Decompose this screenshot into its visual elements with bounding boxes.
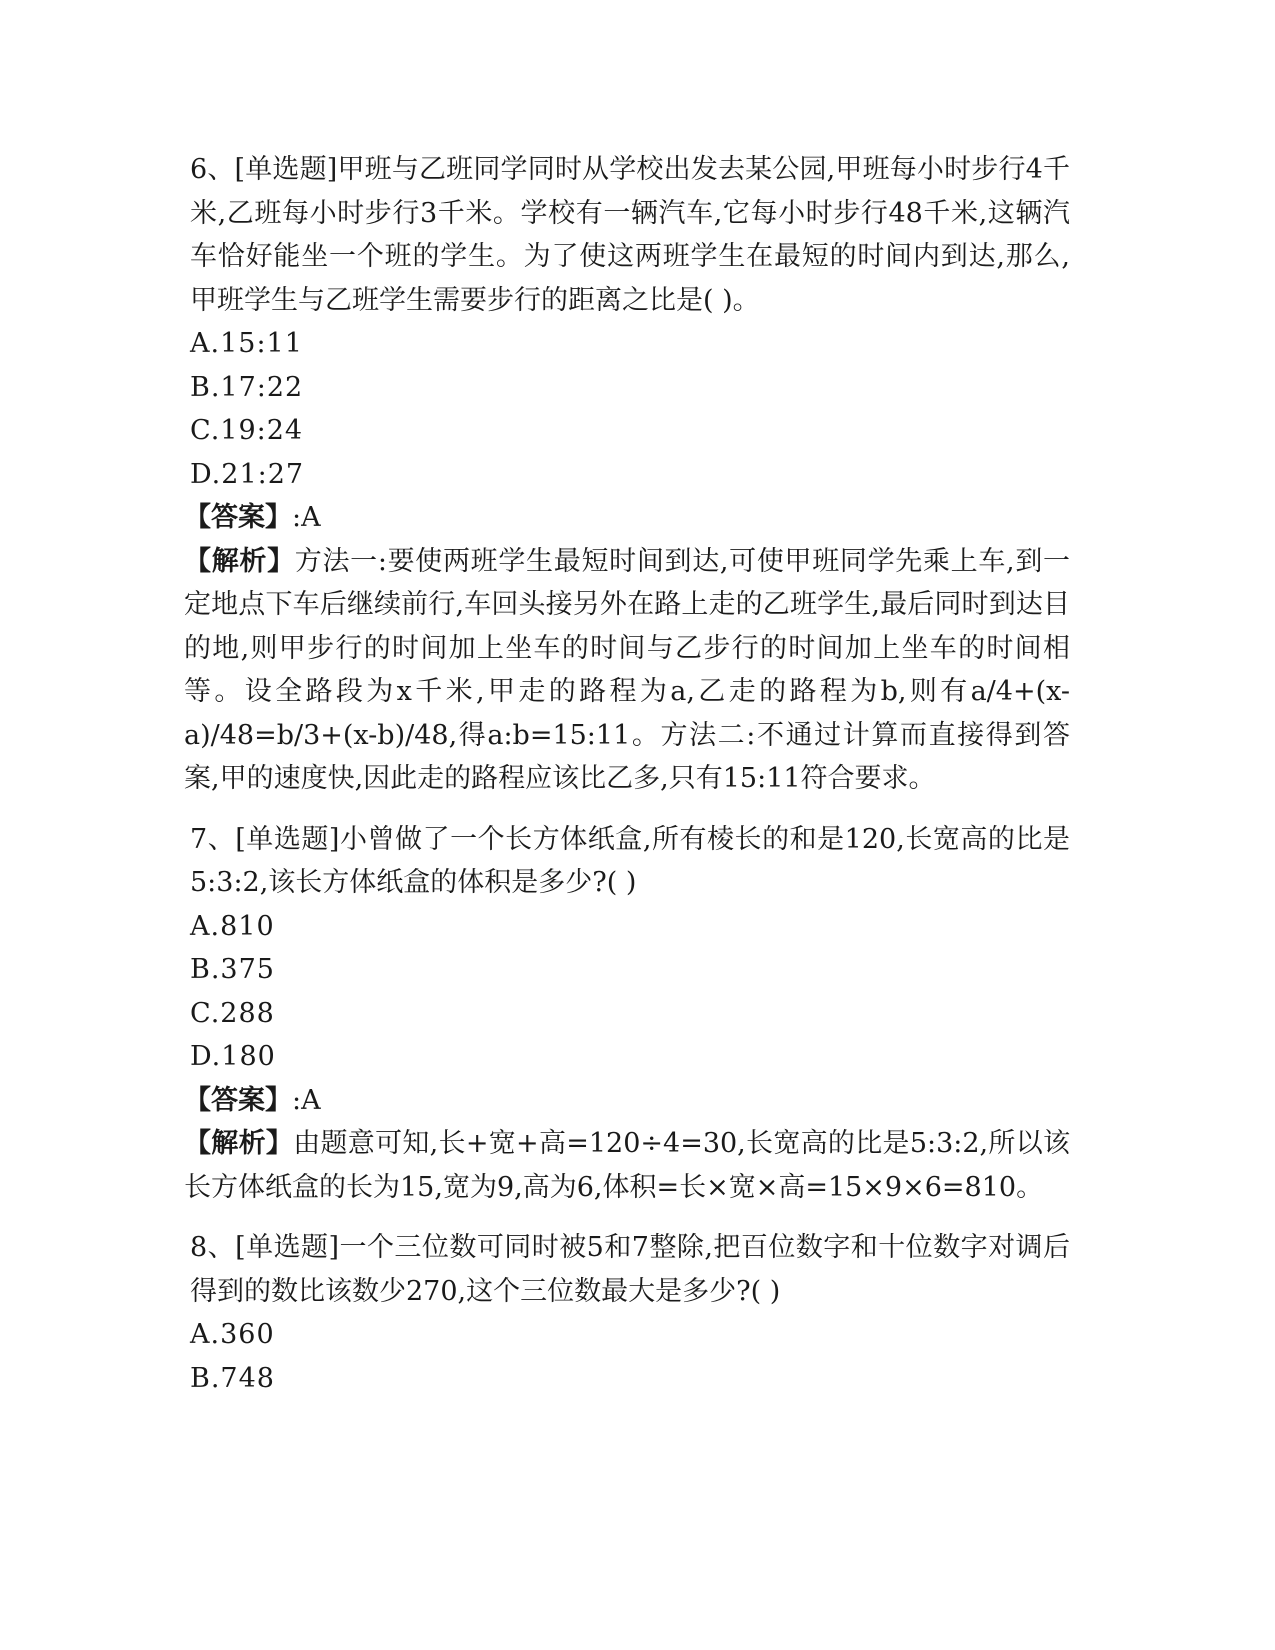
option-b: B.17:22: [190, 371, 304, 403]
option-d: D.21:27: [190, 458, 305, 490]
option-a: A.15:11: [190, 328, 303, 359]
answer-line: [184, 1079, 1070, 1123]
question-stem: 8、[单选题]一个三位数可同时被5和7整除,把百位数字和十位数字对调后得到的数比该数少270,这个三位数最大是多少?( ): [190, 1232, 1070, 1307]
answer-value: :A: [292, 502, 321, 533]
analysis-line: [184, 1122, 1070, 1209]
answer-line: [184, 496, 1070, 540]
question-6: [184, 148, 1071, 801]
option-a: A.810: [190, 910, 275, 942]
option-c: C.19:24: [190, 415, 304, 446]
answer-label: 【答案】: [184, 502, 292, 533]
analysis-text: 由题意可知,长+宽+高=120÷4=30,长宽高的比是5:3:2,所以该长方体纸盒的长为15,宽为9,高为6,体积=长×宽×高=15×9×6=810。: [184, 1128, 1071, 1203]
option-d: D.180: [190, 1041, 276, 1072]
analysis-label: 【解析】: [184, 545, 295, 577]
option-a: A.360: [190, 1319, 275, 1350]
document-page: [184, 148, 1071, 1417]
question-8: [190, 1226, 1070, 1400]
question-stem: 7、[单选题]小曾做了一个长方体纸盒,所有棱长的和是120,长宽高的比是5:3:2,该长方体纸盒的体积是多少?( ): [190, 823, 1070, 898]
option-b: B.375: [190, 954, 275, 985]
option-b: B.748: [190, 1362, 275, 1394]
question-7: [184, 818, 1071, 1210]
answer-value: :A: [292, 1084, 321, 1116]
answer-label: 【答案】: [184, 1084, 292, 1116]
question-stem: 6、[单选题]甲班与乙班同学同时从学校出发去某公园,甲班每小时步行4千米,乙班每小时步行3千米。学校有一辆汽车,它每小时步行48千米,这辆汽车恰好能坐一个班的学生。为了使这两班学生在最短的时间内到达,那么,甲班学生与乙班学生需要步行的距离之比是( )。: [190, 154, 1070, 316]
analysis-text: 方法一:要使两班学生最短时间到达,可使甲班同学先乘上车,到一定地点下车后继续前行,车回头接另外在路上走的乙班学生,最后同时到达目的地,则甲步行的时间加上坐车的时间与乙步行的时间加上坐车的时间相等。设全路段为x千米,甲走的路程为a,乙走的路程为b,则有a/4+(x-a)/48=b/3+(x-b)/48,得a:b=15:11。方法二:不通过计算而直接得到答案,甲的速度快,因此走的路程应该比乙多,只有15:11符合要求。: [184, 545, 1071, 794]
option-c: C.288: [190, 997, 275, 1029]
analysis-line: [184, 540, 1070, 801]
analysis-label: 【解析】: [184, 1128, 294, 1159]
